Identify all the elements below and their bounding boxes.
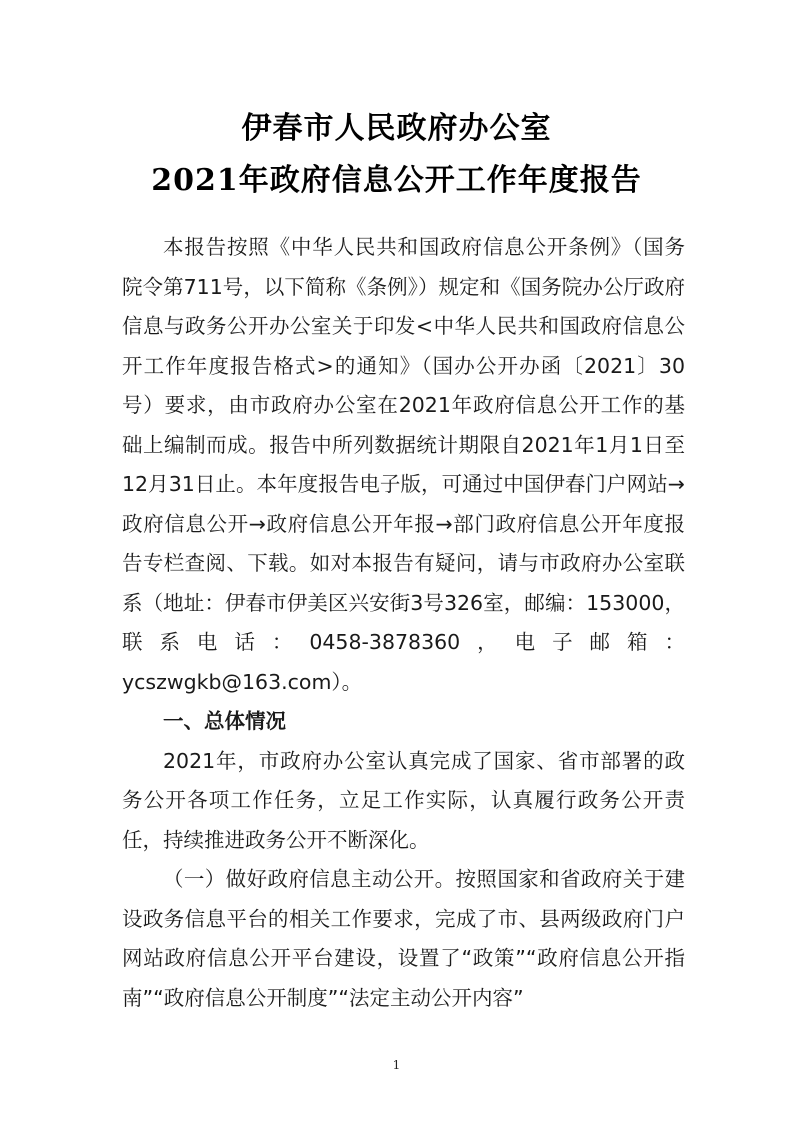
document-title-line2: 2021年政府信息公开工作年度报告 bbox=[151, 163, 642, 198]
overview-paragraph: 2021年，市政府办公室认真完成了国家、省市部署的政务公开各项工作任务，立足工作实际，认真履行政务公开责任，持续推进政务公开不断深化。 bbox=[122, 748, 685, 852]
intro-paragraph: 本报告按照《中华人民共和国政府信息公开条例》（国务院令第711号，以下简称《条例》）规定和《国务院办公厅政府信息与政务公开办公室关于印发<中华人民共和国政府信息公开工作年度报告格式>的通知》（国办公开办函〔2021〕30号）要求，由市政府办公室在2021年政府信息公开工作的基础上编制而成。报告中所列数据统计期限自2021年1月1日至12月31日止。本年度报告电子版，可通过中国伊春门户网站→政府信息公开→政府信息公开年报→部门政府信息公开年度报告专栏查阅、下载。如对本报告有疑问，请与市政府办公室联系（地址：伊春市伊美区兴安街3号326室，邮编：153000，联系电话：0458-3878360，电子邮箱：ycszwgkb@163.com）。 bbox=[122, 235, 685, 694]
document-title-line1: 伊春市人民政府办公室 bbox=[241, 111, 552, 146]
section-heading-overview: 一、总体情况 bbox=[163, 709, 286, 733]
document-body bbox=[122, 228, 685, 1018]
subsection-paragraph-proactive-disclosure: （一）做好政府信息主动公开。按照国家和省政府关于建设政务信息平台的相关工作要求，完成了市、县两级政府门户网站政府信息公开平台建设，设置了“政策”“政府信息公开指南”“政府信息公开制度”“法定主动公开内容” bbox=[122, 867, 685, 1010]
page-number: 1 bbox=[392, 1058, 401, 1072]
